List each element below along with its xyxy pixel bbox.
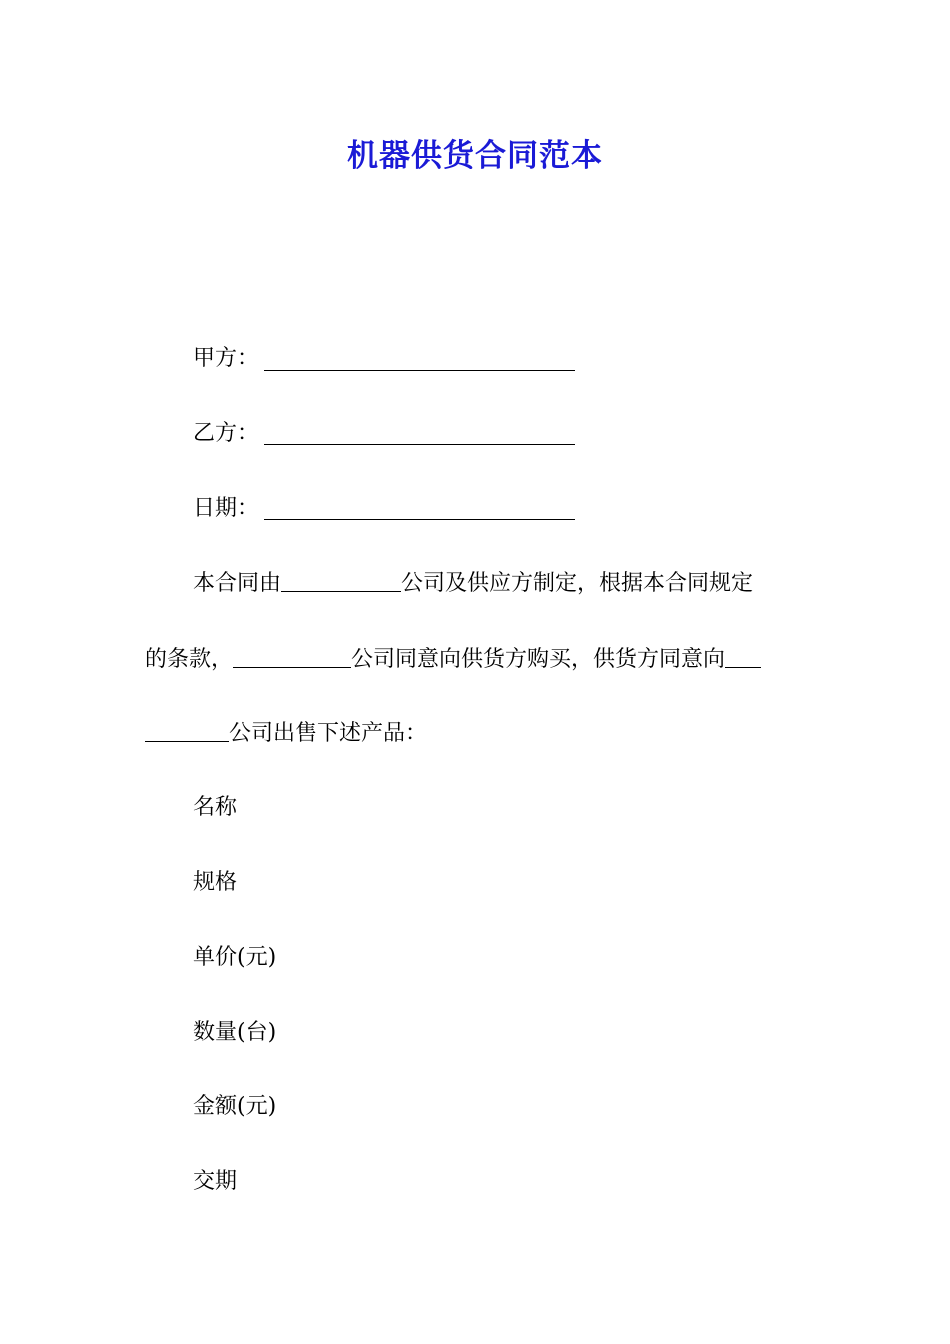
product-field-amount: 金额(元) — [193, 1094, 277, 1119]
paragraph-text: 本合同由 — [193, 571, 282, 596]
paragraph-line-1 — [193, 569, 753, 599]
paragraph-line-2 — [145, 645, 761, 675]
paragraph-text: 的条款， — [145, 647, 234, 672]
product-field-name: 名称 — [193, 795, 238, 820]
product-field-unit-price: 单价(元) — [193, 945, 277, 970]
product-field-delivery: 交期 — [193, 1169, 238, 1194]
paragraph-line-3 — [145, 719, 427, 749]
product-field-spec: 规格 — [193, 870, 238, 895]
date-blank[interactable] — [264, 519, 575, 520]
document-title: 机器供货合同范本 — [347, 138, 603, 174]
paragraph-text: 公司及供应方制定，根据本合同规定 — [401, 571, 754, 596]
company-blank-3-start[interactable] — [725, 666, 761, 668]
party-a-label: 甲方： — [193, 346, 260, 371]
party-a-blank[interactable] — [264, 370, 575, 371]
date-label: 日期： — [193, 496, 260, 521]
company-blank-2[interactable] — [233, 666, 351, 668]
paragraph-text: 公司出售下述产品： — [229, 721, 428, 746]
party-b-label: 乙方： — [193, 421, 260, 446]
company-blank-3-end[interactable] — [145, 740, 229, 742]
party-b-blank[interactable] — [264, 444, 575, 445]
company-blank-1[interactable] — [281, 590, 401, 592]
product-field-quantity: 数量(台) — [193, 1020, 277, 1045]
paragraph-text: 公司同意向供货方购买，供货方同意向 — [351, 647, 726, 672]
